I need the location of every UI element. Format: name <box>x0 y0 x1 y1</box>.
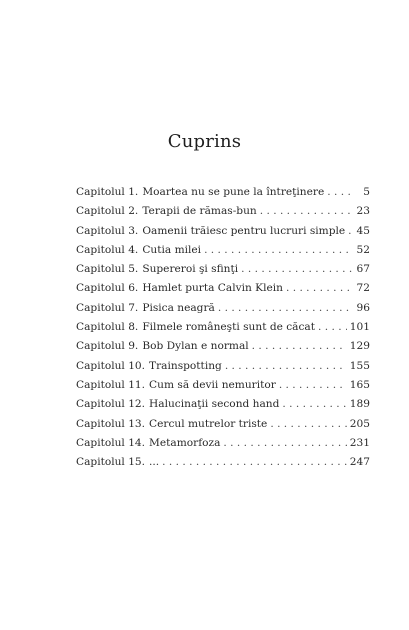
dot-leader <box>270 415 346 434</box>
dot-leader <box>260 202 353 221</box>
toc-entry <box>76 376 370 395</box>
dot-leader <box>282 395 346 414</box>
dot-leader <box>327 183 353 202</box>
toc-entry <box>76 260 370 279</box>
chapter-title: Cercul mutrelor triste <box>149 417 268 430</box>
toc-entry <box>76 318 370 337</box>
toc-entry <box>76 415 370 434</box>
page-number: 189 <box>349 398 370 411</box>
page-number: 72 <box>356 282 370 295</box>
page-number: 67 <box>356 263 370 276</box>
chapter-label: Capitolul 11. <box>76 378 146 391</box>
page-number: 23 <box>356 205 370 218</box>
dot-leader <box>225 357 347 376</box>
chapter-label: Capitolul 9. <box>76 340 139 353</box>
chapter-label: Capitolul 8. <box>76 321 139 334</box>
chapter-title: Pisica neagră <box>142 301 215 314</box>
chapter-title: Metamorfoza <box>149 436 221 449</box>
dot-leader <box>162 453 347 472</box>
page-title: Cuprins <box>167 131 242 152</box>
toc-entry <box>76 453 370 472</box>
dot-leader <box>348 222 353 241</box>
chapter-title: Moartea nu se pune la întreţinere <box>142 186 325 198</box>
chapter-title: Cum să devii nemuritor <box>149 378 276 391</box>
page-number: 45 <box>356 224 370 237</box>
chapter-label: Capitolul 14. <box>76 436 146 449</box>
toc-entry <box>76 357 370 376</box>
dot-leader <box>286 279 353 298</box>
toc-entry <box>76 395 370 414</box>
chapter-title: Filmele româneşti sunt de căcat <box>142 321 316 334</box>
dot-leader <box>318 318 347 337</box>
chapter-label: Capitolul 4. <box>76 243 139 256</box>
toc-entry <box>76 434 370 453</box>
page-number: 5 <box>363 186 370 198</box>
page-number: 101 <box>349 321 370 334</box>
chapter-title: Terapii de rămas-bun <box>142 205 257 218</box>
toc-entry <box>76 337 370 356</box>
chapter-label: Capitolul 6. <box>76 282 139 295</box>
dot-leader <box>252 337 347 356</box>
chapter-label: Capitolul 15. <box>76 456 146 469</box>
chapter-label: Capitolul 12. <box>76 398 146 411</box>
chapter-label: Capitolul 2. <box>76 205 139 218</box>
chapter-label: Capitolul 5. <box>76 263 139 276</box>
chapter-title: Hamlet purta Calvin Klein <box>142 282 283 295</box>
page-number: 155 <box>349 359 370 372</box>
table-of-contents <box>76 183 370 472</box>
page-number: 52 <box>356 243 370 256</box>
dot-leader <box>279 376 347 395</box>
chapter-title: Oamenii trăiesc pentru lucruri simple <box>142 224 346 237</box>
dot-leader <box>204 241 353 260</box>
toc-entry <box>76 279 370 298</box>
page-number: 205 <box>349 417 370 430</box>
dot-leader <box>223 434 346 453</box>
toc-entry <box>76 202 370 221</box>
chapter-label: Capitolul 13. <box>76 417 146 430</box>
chapter-title: Halucinaţii second hand <box>149 398 280 411</box>
page-number: 129 <box>349 340 370 353</box>
chapter-label: Capitolul 7. <box>76 301 139 314</box>
dot-leader <box>218 299 353 318</box>
toc-entry <box>76 299 370 318</box>
page-number: 96 <box>356 301 370 314</box>
page-number: 165 <box>349 378 370 391</box>
chapter-title: Cutia milei <box>142 243 202 256</box>
toc-entry <box>76 183 370 202</box>
chapter-title: Bob Dylan e normal <box>142 340 249 353</box>
toc-entry <box>76 222 370 241</box>
toc-entry <box>76 241 370 260</box>
dot-leader <box>241 260 353 279</box>
chapter-label: Capitolul 3. <box>76 224 139 237</box>
chapter-title: Trainspotting <box>149 359 222 372</box>
chapter-label: Capitolul 10. <box>76 359 146 372</box>
chapter-title: Supereroi şi sfinţi <box>142 263 239 276</box>
page-number: 231 <box>349 436 370 449</box>
page-number: 247 <box>349 456 370 469</box>
chapter-title: ... <box>149 456 160 469</box>
chapter-label: Capitolul 1. <box>76 186 139 198</box>
